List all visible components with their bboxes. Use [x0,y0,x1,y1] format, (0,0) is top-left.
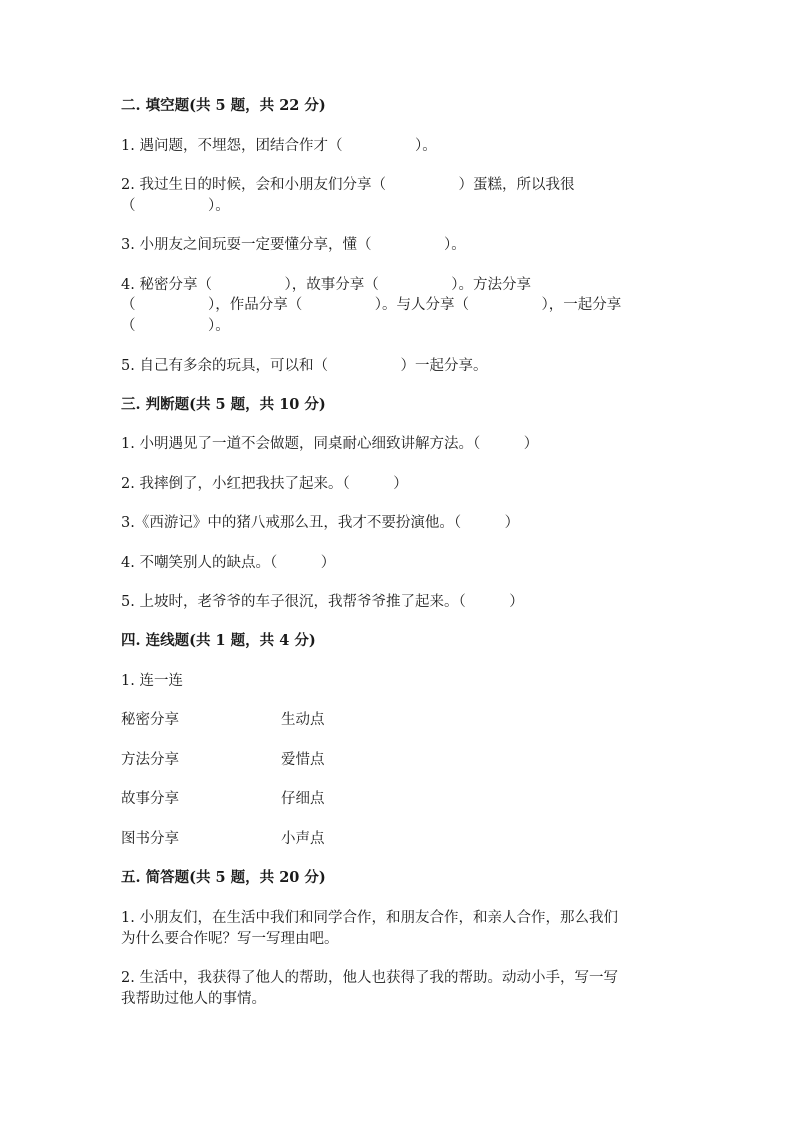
section-5-heading: 五. 简答题(共 5 题，共 20 分) [121,869,326,886]
section-3-heading: 三. 判断题(共 5 题，共 10 分) [121,396,326,413]
answer-question-1-line-2: 为什么要合作呢？写一写理由吧。 [121,931,339,947]
fill-question-5: 5. 自己有多余的玩具，可以和（ ）一起分享。 [121,358,488,374]
judge-question-2: 2. 我摔倒了，小红把我扶了起来。（ ） [121,476,408,492]
fill-question-4-line-2: （ ），作品分享（ ）。与人分享（ ），一起分享 [121,297,622,313]
match-right-item: 生动点 [281,712,325,728]
match-right-item: 爱惜点 [281,752,325,768]
judge-question-1: 1. 小明遇见了一道不会做题，同桌耐心细致讲解方法。（ ） [121,436,539,452]
fill-question-2-line-2: （ ）。 [121,198,230,214]
judge-question-3: 3.《西游记》中的猪八戒那么丑，我才不要扮演他。（ ） [121,515,520,531]
match-left-item: 秘密分享 [121,712,179,728]
fill-question-3: 3. 小朋友之间玩耍一定要懂分享，懂（ ）。 [121,237,466,253]
match-right-item: 小声点 [281,831,325,847]
fill-question-2-line-1: 2. 我过生日的时候，会和小朋友们分享（ ）蛋糕，所以我很 [121,177,575,193]
match-left-item: 图书分享 [121,831,179,847]
fill-question-4-line-3: （ ）。 [121,318,230,334]
section-4-heading: 四. 连线题(共 1 题，共 4 分) [121,632,316,649]
match-right-item: 仔细点 [281,791,325,807]
fill-question-1: 1. 遇问题，不埋怨，团结合作才（ ）。 [121,138,437,154]
match-left-item: 故事分享 [121,791,179,807]
fill-question-4-line-1: 4. 秘密分享（ ），故事分享（ ）。方法分享 [121,277,531,293]
match-left-item: 方法分享 [121,752,179,768]
judge-question-5: 5. 上坡时，老爷爷的车子很沉，我帮爷爷推了起来。（ ） [121,594,524,610]
match-question-1: 1. 连一连 [121,673,183,689]
judge-question-4: 4. 不嘲笑别人的缺点。（ ） [121,555,336,571]
answer-question-1-line-1: 1. 小朋友们，在生活中我们和同学合作，和朋友合作，和亲人合作，那么我们 [121,910,618,926]
section-2-heading: 二. 填空题(共 5 题，共 22 分) [121,97,326,114]
answer-question-2-line-1: 2. 生活中，我获得了他人的帮助，他人也获得了我的帮助。动动小手，写一写 [121,970,618,986]
answer-question-2-line-2: 我帮助过他人的事情。 [121,991,266,1007]
